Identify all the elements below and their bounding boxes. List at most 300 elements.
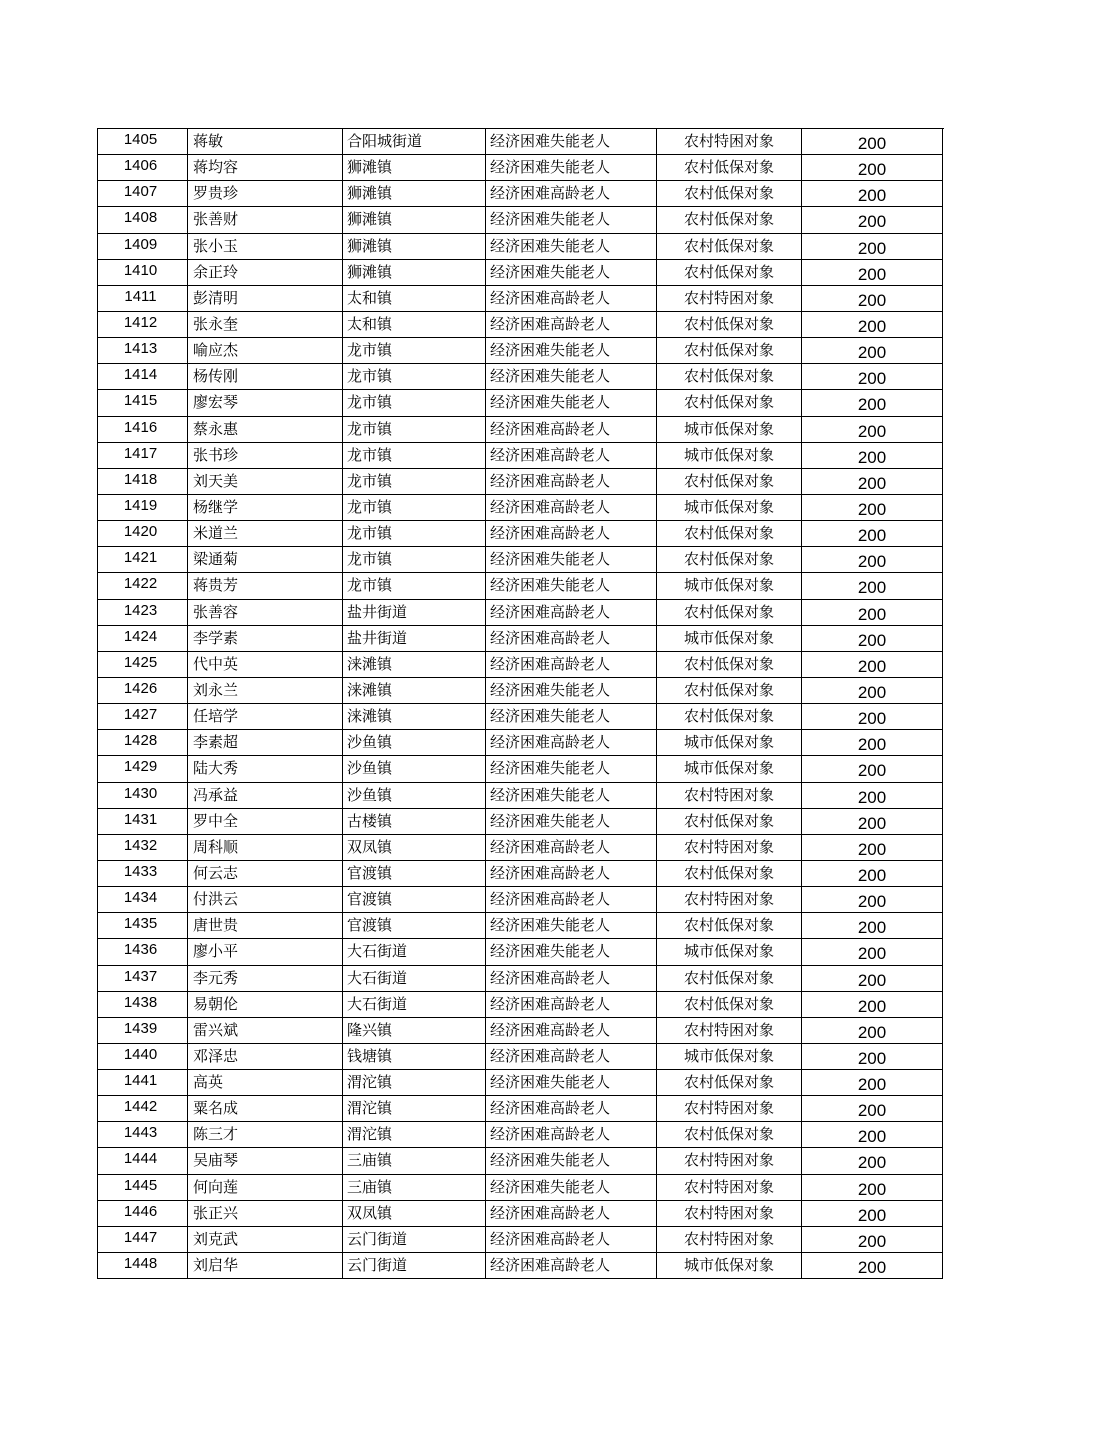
amount-cell: 200 <box>802 887 943 913</box>
table-row <box>98 652 944 678</box>
category-cell: 城市低保对象 <box>657 573 802 599</box>
row-number-cell: 1427 <box>98 704 188 730</box>
amount-cell: 200 <box>802 573 943 599</box>
table-row <box>98 364 944 390</box>
amount-cell: 200 <box>802 992 943 1018</box>
table-row <box>98 312 944 338</box>
category-cell: 农村特困对象 <box>657 1227 802 1253</box>
name-cell: 李素超 <box>188 730 343 756</box>
town-cell: 官渡镇 <box>343 887 486 913</box>
category-cell: 农村低保对象 <box>657 992 802 1018</box>
type-cell: 经济困难高龄老人 <box>486 861 657 887</box>
town-cell: 渭沱镇 <box>343 1070 486 1096</box>
table-row <box>98 1201 944 1227</box>
town-cell: 沙鱼镇 <box>343 783 486 809</box>
category-cell: 农村低保对象 <box>657 364 802 390</box>
row-number-cell: 1412 <box>98 312 188 338</box>
category-cell: 农村低保对象 <box>657 312 802 338</box>
row-number-cell: 1441 <box>98 1070 188 1096</box>
row-number-cell: 1442 <box>98 1096 188 1122</box>
amount-cell: 200 <box>802 626 943 652</box>
category-cell: 农村低保对象 <box>657 600 802 626</box>
type-cell: 经济困难失能老人 <box>486 260 657 286</box>
category-cell: 城市低保对象 <box>657 443 802 469</box>
table-row <box>98 547 944 573</box>
name-cell: 刘永兰 <box>188 678 343 704</box>
amount-cell: 200 <box>802 1096 943 1122</box>
town-cell: 太和镇 <box>343 286 486 312</box>
category-cell: 城市低保对象 <box>657 495 802 521</box>
town-cell: 龙市镇 <box>343 443 486 469</box>
row-number-cell: 1415 <box>98 390 188 416</box>
category-cell: 农村低保对象 <box>657 1122 802 1148</box>
table-row <box>98 129 944 155</box>
type-cell: 经济困难高龄老人 <box>486 312 657 338</box>
row-number-cell: 1419 <box>98 495 188 521</box>
amount-cell: 200 <box>802 390 943 416</box>
town-cell: 涞滩镇 <box>343 652 486 678</box>
category-cell: 农村特困对象 <box>657 1096 802 1122</box>
row-number-cell: 1417 <box>98 443 188 469</box>
table-row <box>98 835 944 861</box>
type-cell: 经济困难高龄老人 <box>486 600 657 626</box>
table-row <box>98 155 944 181</box>
town-cell: 双凤镇 <box>343 835 486 861</box>
name-cell: 易朝伦 <box>188 992 343 1018</box>
row-number-cell: 1438 <box>98 992 188 1018</box>
type-cell: 经济困难高龄老人 <box>486 626 657 652</box>
name-cell: 付洪云 <box>188 887 343 913</box>
category-cell: 农村低保对象 <box>657 469 802 495</box>
row-number-cell: 1425 <box>98 652 188 678</box>
name-cell: 何云志 <box>188 861 343 887</box>
name-cell: 余正玲 <box>188 260 343 286</box>
name-cell: 张善财 <box>188 207 343 233</box>
table-row <box>98 338 944 364</box>
table-row <box>98 992 944 1018</box>
table-row <box>98 1253 944 1279</box>
amount-cell: 200 <box>802 600 943 626</box>
town-cell: 沙鱼镇 <box>343 756 486 782</box>
town-cell: 龙市镇 <box>343 573 486 599</box>
type-cell: 经济困难高龄老人 <box>486 1044 657 1070</box>
name-cell: 罗中全 <box>188 809 343 835</box>
type-cell: 经济困难失能老人 <box>486 756 657 782</box>
town-cell: 钱塘镇 <box>343 1044 486 1070</box>
name-cell: 李学素 <box>188 626 343 652</box>
town-cell: 涞滩镇 <box>343 704 486 730</box>
town-cell: 龙市镇 <box>343 547 486 573</box>
town-cell: 涞滩镇 <box>343 678 486 704</box>
amount-cell: 200 <box>802 835 943 861</box>
town-cell: 合阳城街道 <box>343 129 486 155</box>
name-cell: 蒋敏 <box>188 129 343 155</box>
table-row <box>98 704 944 730</box>
amount-cell: 200 <box>802 678 943 704</box>
town-cell: 官渡镇 <box>343 913 486 939</box>
table-row <box>98 626 944 652</box>
type-cell: 经济困难高龄老人 <box>486 730 657 756</box>
category-cell: 农村低保对象 <box>657 652 802 678</box>
table-row <box>98 1018 944 1044</box>
amount-cell: 200 <box>802 966 943 992</box>
name-cell: 杨继学 <box>188 495 343 521</box>
amount-cell: 200 <box>802 1044 943 1070</box>
row-number-cell: 1434 <box>98 887 188 913</box>
amount-cell: 200 <box>802 1070 943 1096</box>
type-cell: 经济困难高龄老人 <box>486 835 657 861</box>
row-number-cell: 1423 <box>98 600 188 626</box>
row-number-cell: 1430 <box>98 783 188 809</box>
table-row <box>98 1148 944 1174</box>
amount-cell: 200 <box>802 652 943 678</box>
amount-cell: 200 <box>802 181 943 207</box>
type-cell: 经济困难高龄老人 <box>486 443 657 469</box>
amount-cell: 200 <box>802 312 943 338</box>
amount-cell: 200 <box>802 783 943 809</box>
table-row <box>98 286 944 312</box>
type-cell: 经济困难高龄老人 <box>486 181 657 207</box>
category-cell: 农村低保对象 <box>657 1070 802 1096</box>
type-cell: 经济困难失能老人 <box>486 338 657 364</box>
type-cell: 经济困难失能老人 <box>486 129 657 155</box>
row-number-cell: 1410 <box>98 260 188 286</box>
row-number-cell: 1422 <box>98 573 188 599</box>
table-row <box>98 600 944 626</box>
amount-cell: 200 <box>802 730 943 756</box>
table-row <box>98 443 944 469</box>
amount-cell: 200 <box>802 417 943 443</box>
town-cell: 太和镇 <box>343 312 486 338</box>
table-row <box>98 1122 944 1148</box>
table-row <box>98 1096 944 1122</box>
table-row <box>98 1044 944 1070</box>
town-cell: 三庙镇 <box>343 1175 486 1201</box>
town-cell: 盐井街道 <box>343 600 486 626</box>
type-cell: 经济困难高龄老人 <box>486 286 657 312</box>
category-cell: 农村特困对象 <box>657 783 802 809</box>
amount-cell: 200 <box>802 338 943 364</box>
town-cell: 龙市镇 <box>343 495 486 521</box>
table-row <box>98 181 944 207</box>
amount-cell: 200 <box>802 1227 943 1253</box>
table-row <box>98 234 944 260</box>
row-number-cell: 1446 <box>98 1201 188 1227</box>
type-cell: 经济困难失能老人 <box>486 547 657 573</box>
category-cell: 农村低保对象 <box>657 966 802 992</box>
table-row <box>98 809 944 835</box>
name-cell: 蒋均容 <box>188 155 343 181</box>
row-number-cell: 1409 <box>98 234 188 260</box>
amount-cell: 200 <box>802 704 943 730</box>
table-row <box>98 730 944 756</box>
table-row <box>98 861 944 887</box>
amount-cell: 200 <box>802 1201 943 1227</box>
name-cell: 张正兴 <box>188 1201 343 1227</box>
row-number-cell: 1448 <box>98 1253 188 1279</box>
table-row <box>98 1227 944 1253</box>
row-number-cell: 1416 <box>98 417 188 443</box>
table-row <box>98 887 944 913</box>
type-cell: 经济困难失能老人 <box>486 678 657 704</box>
category-cell: 农村低保对象 <box>657 521 802 547</box>
row-number-cell: 1414 <box>98 364 188 390</box>
category-cell: 农村特困对象 <box>657 1175 802 1201</box>
row-number-cell: 1413 <box>98 338 188 364</box>
table-row <box>98 1070 944 1096</box>
table-row <box>98 573 944 599</box>
table-row <box>98 495 944 521</box>
town-cell: 三庙镇 <box>343 1148 486 1174</box>
town-cell: 大石街道 <box>343 992 486 1018</box>
table-row <box>98 783 944 809</box>
category-cell: 农村低保对象 <box>657 181 802 207</box>
amount-cell: 200 <box>802 861 943 887</box>
category-cell: 农村特困对象 <box>657 1018 802 1044</box>
table-row <box>98 521 944 547</box>
category-cell: 农村低保对象 <box>657 338 802 364</box>
category-cell: 农村低保对象 <box>657 547 802 573</box>
row-number-cell: 1407 <box>98 181 188 207</box>
name-cell: 陈三才 <box>188 1122 343 1148</box>
type-cell: 经济困难高龄老人 <box>486 992 657 1018</box>
table-row <box>98 678 944 704</box>
table-row <box>98 913 944 939</box>
category-cell: 农村特困对象 <box>657 835 802 861</box>
town-cell: 双凤镇 <box>343 1201 486 1227</box>
category-cell: 农村低保对象 <box>657 260 802 286</box>
row-number-cell: 1445 <box>98 1175 188 1201</box>
type-cell: 经济困难高龄老人 <box>486 1227 657 1253</box>
town-cell: 沙鱼镇 <box>343 730 486 756</box>
town-cell: 古楼镇 <box>343 809 486 835</box>
name-cell: 刘天美 <box>188 469 343 495</box>
town-cell: 渭沱镇 <box>343 1122 486 1148</box>
category-cell: 农村低保对象 <box>657 913 802 939</box>
type-cell: 经济困难高龄老人 <box>486 1096 657 1122</box>
name-cell: 梁通菊 <box>188 547 343 573</box>
type-cell: 经济困难失能老人 <box>486 783 657 809</box>
type-cell: 经济困难失能老人 <box>486 704 657 730</box>
category-cell: 城市低保对象 <box>657 1253 802 1279</box>
town-cell: 隆兴镇 <box>343 1018 486 1044</box>
type-cell: 经济困难失能老人 <box>486 207 657 233</box>
type-cell: 经济困难高龄老人 <box>486 887 657 913</box>
name-cell: 米道兰 <box>188 521 343 547</box>
table-row <box>98 1175 944 1201</box>
town-cell: 龙市镇 <box>343 469 486 495</box>
town-cell: 大石街道 <box>343 939 486 965</box>
name-cell: 张善容 <box>188 600 343 626</box>
type-cell: 经济困难高龄老人 <box>486 1253 657 1279</box>
category-cell: 城市低保对象 <box>657 626 802 652</box>
type-cell: 经济困难失能老人 <box>486 155 657 181</box>
amount-cell: 200 <box>802 809 943 835</box>
town-cell: 龙市镇 <box>343 521 486 547</box>
name-cell: 何向莲 <box>188 1175 343 1201</box>
table-row <box>98 756 944 782</box>
town-cell: 龙市镇 <box>343 390 486 416</box>
category-cell: 农村特困对象 <box>657 1201 802 1227</box>
category-cell: 农村低保对象 <box>657 809 802 835</box>
type-cell: 经济困难高龄老人 <box>486 652 657 678</box>
town-cell: 盐井街道 <box>343 626 486 652</box>
amount-cell: 200 <box>802 129 943 155</box>
category-cell: 农村低保对象 <box>657 155 802 181</box>
type-cell: 经济困难失能老人 <box>486 573 657 599</box>
amount-cell: 200 <box>802 1018 943 1044</box>
name-cell: 杨传刚 <box>188 364 343 390</box>
amount-cell: 200 <box>802 547 943 573</box>
row-number-cell: 1447 <box>98 1227 188 1253</box>
town-cell: 官渡镇 <box>343 861 486 887</box>
type-cell: 经济困难失能老人 <box>486 234 657 260</box>
type-cell: 经济困难失能老人 <box>486 913 657 939</box>
category-cell: 城市低保对象 <box>657 756 802 782</box>
town-cell: 狮滩镇 <box>343 207 486 233</box>
amount-cell: 200 <box>802 443 943 469</box>
table-row <box>98 390 944 416</box>
name-cell: 张小玉 <box>188 234 343 260</box>
table-row <box>98 966 944 992</box>
table-row <box>98 260 944 286</box>
town-cell: 云门街道 <box>343 1253 486 1279</box>
name-cell: 张永奎 <box>188 312 343 338</box>
amount-cell: 200 <box>802 913 943 939</box>
amount-cell: 200 <box>802 1253 943 1279</box>
name-cell: 陆大秀 <box>188 756 343 782</box>
name-cell: 彭清明 <box>188 286 343 312</box>
row-number-cell: 1429 <box>98 756 188 782</box>
table-row <box>98 207 944 233</box>
name-cell: 高英 <box>188 1070 343 1096</box>
category-cell: 城市低保对象 <box>657 417 802 443</box>
amount-cell: 200 <box>802 207 943 233</box>
amount-cell: 200 <box>802 495 943 521</box>
category-cell: 农村特困对象 <box>657 887 802 913</box>
type-cell: 经济困难高龄老人 <box>486 1122 657 1148</box>
row-number-cell: 1420 <box>98 521 188 547</box>
type-cell: 经济困难失能老人 <box>486 939 657 965</box>
name-cell: 蒋贵芳 <box>188 573 343 599</box>
town-cell: 云门街道 <box>343 1227 486 1253</box>
amount-cell: 200 <box>802 260 943 286</box>
type-cell: 经济困难高龄老人 <box>486 417 657 443</box>
type-cell: 经济困难高龄老人 <box>486 469 657 495</box>
name-cell: 刘启华 <box>188 1253 343 1279</box>
amount-cell: 200 <box>802 469 943 495</box>
name-cell: 代中英 <box>188 652 343 678</box>
amount-cell: 200 <box>802 155 943 181</box>
name-cell: 蔡永惠 <box>188 417 343 443</box>
row-number-cell: 1428 <box>98 730 188 756</box>
row-number-cell: 1444 <box>98 1148 188 1174</box>
amount-cell: 200 <box>802 1148 943 1174</box>
category-cell: 农村特困对象 <box>657 1148 802 1174</box>
type-cell: 经济困难失能老人 <box>486 364 657 390</box>
row-number-cell: 1443 <box>98 1122 188 1148</box>
name-cell: 廖小平 <box>188 939 343 965</box>
row-number-cell: 1435 <box>98 913 188 939</box>
type-cell: 经济困难高龄老人 <box>486 1018 657 1044</box>
town-cell: 狮滩镇 <box>343 234 486 260</box>
type-cell: 经济困难高龄老人 <box>486 1201 657 1227</box>
category-cell: 农村特困对象 <box>657 129 802 155</box>
name-cell: 张书珍 <box>188 443 343 469</box>
row-number-cell: 1421 <box>98 547 188 573</box>
town-cell: 大石街道 <box>343 966 486 992</box>
name-cell: 廖宏琴 <box>188 390 343 416</box>
category-cell: 农村低保对象 <box>657 678 802 704</box>
category-cell: 农村低保对象 <box>657 390 802 416</box>
category-cell: 城市低保对象 <box>657 939 802 965</box>
town-cell: 渭沱镇 <box>343 1096 486 1122</box>
type-cell: 经济困难失能老人 <box>486 390 657 416</box>
name-cell: 雷兴斌 <box>188 1018 343 1044</box>
type-cell: 经济困难高龄老人 <box>486 521 657 547</box>
row-number-cell: 1405 <box>98 129 188 155</box>
category-cell: 农村低保对象 <box>657 207 802 233</box>
amount-cell: 200 <box>802 364 943 390</box>
row-number-cell: 1408 <box>98 207 188 233</box>
amount-cell: 200 <box>802 1175 943 1201</box>
row-number-cell: 1431 <box>98 809 188 835</box>
name-cell: 粟名成 <box>188 1096 343 1122</box>
type-cell: 经济困难失能老人 <box>486 809 657 835</box>
name-cell: 邓泽忠 <box>188 1044 343 1070</box>
row-number-cell: 1440 <box>98 1044 188 1070</box>
row-number-cell: 1411 <box>98 286 188 312</box>
name-cell: 唐世贵 <box>188 913 343 939</box>
name-cell: 周科顺 <box>188 835 343 861</box>
category-cell: 城市低保对象 <box>657 730 802 756</box>
category-cell: 农村特困对象 <box>657 286 802 312</box>
data-table <box>97 128 944 1279</box>
town-cell: 龙市镇 <box>343 364 486 390</box>
table-row <box>98 939 944 965</box>
row-number-cell: 1424 <box>98 626 188 652</box>
row-number-cell: 1406 <box>98 155 188 181</box>
amount-cell: 200 <box>802 1122 943 1148</box>
amount-cell: 200 <box>802 939 943 965</box>
name-cell: 任培学 <box>188 704 343 730</box>
row-number-cell: 1426 <box>98 678 188 704</box>
category-cell: 农村低保对象 <box>657 234 802 260</box>
name-cell: 李元秀 <box>188 966 343 992</box>
name-cell: 冯承益 <box>188 783 343 809</box>
type-cell: 经济困难失能老人 <box>486 1070 657 1096</box>
row-number-cell: 1436 <box>98 939 188 965</box>
type-cell: 经济困难高龄老人 <box>486 495 657 521</box>
type-cell: 经济困难失能老人 <box>486 1148 657 1174</box>
town-cell: 龙市镇 <box>343 338 486 364</box>
category-cell: 农村低保对象 <box>657 861 802 887</box>
row-number-cell: 1433 <box>98 861 188 887</box>
row-number-cell: 1439 <box>98 1018 188 1044</box>
name-cell: 罗贵珍 <box>188 181 343 207</box>
category-cell: 农村低保对象 <box>657 704 802 730</box>
town-cell: 龙市镇 <box>343 417 486 443</box>
name-cell: 吴庙琴 <box>188 1148 343 1174</box>
type-cell: 经济困难高龄老人 <box>486 966 657 992</box>
table-row <box>98 417 944 443</box>
amount-cell: 200 <box>802 234 943 260</box>
amount-cell: 200 <box>802 521 943 547</box>
name-cell: 刘克武 <box>188 1227 343 1253</box>
row-number-cell: 1437 <box>98 966 188 992</box>
row-number-cell: 1432 <box>98 835 188 861</box>
name-cell: 喻应杰 <box>188 338 343 364</box>
